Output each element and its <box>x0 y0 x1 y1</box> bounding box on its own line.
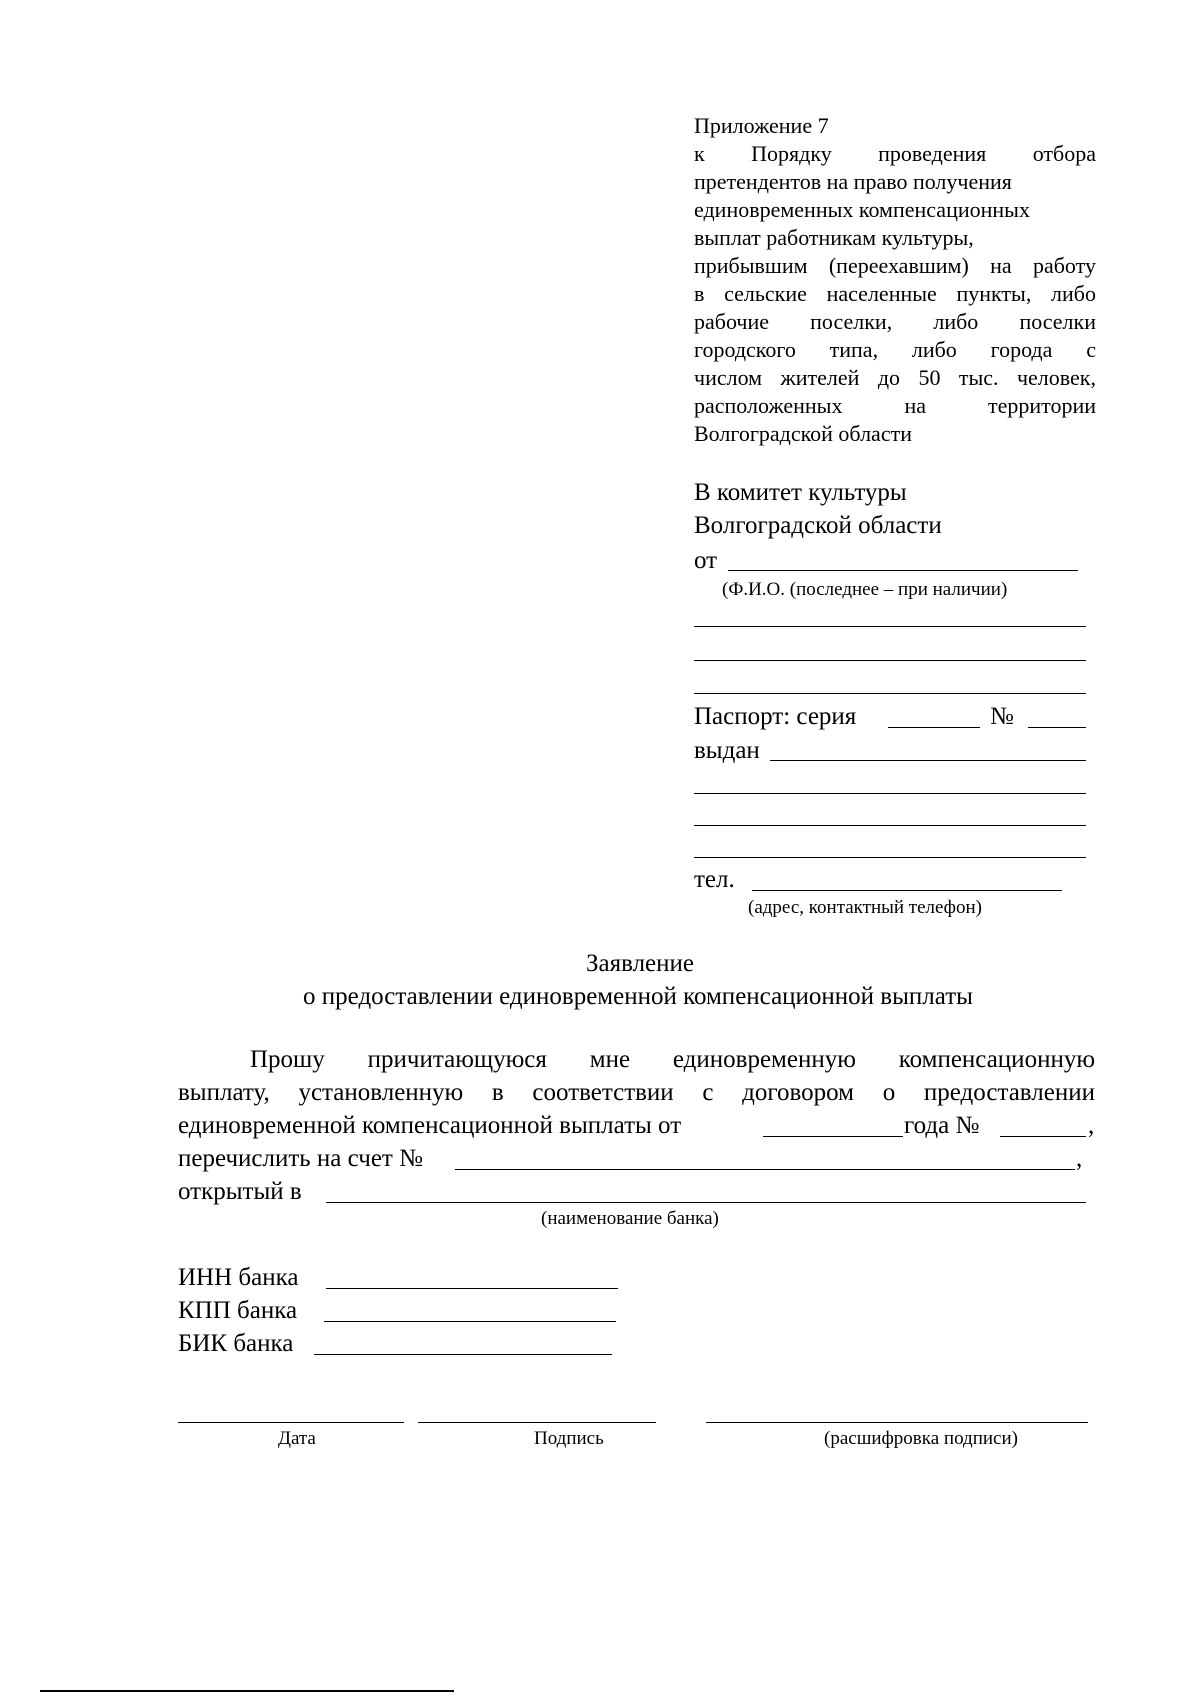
fio-field[interactable] <box>728 570 1078 571</box>
contact-caption: (адрес, контактный телефон) <box>748 897 982 918</box>
appendix-line-11: Волгоградской области <box>694 421 912 446</box>
signature-decode-field[interactable] <box>706 1422 1088 1423</box>
signature-caption: Подпись <box>534 1428 604 1449</box>
account-label: перечислить на счет № <box>178 1145 423 1172</box>
appendix-line-10: расположенных на территории <box>694 393 1096 418</box>
appendix-line-4: выплат работникам культуры, <box>694 225 974 250</box>
bik-label: БИК банка <box>178 1330 294 1357</box>
request-line-3-year: года № <box>904 1112 980 1139</box>
tel-field[interactable] <box>752 890 1062 891</box>
appendix-line-2: претендентов на право получения <box>694 169 1012 194</box>
signature-decode-caption: (расшифровка подписи) <box>824 1428 1018 1449</box>
document-title: Заявление <box>585 950 695 977</box>
kpp-label: КПП банка <box>178 1297 298 1324</box>
appendix-line-1: к Порядку проведения отбора <box>694 141 1096 166</box>
passport-line-4[interactable] <box>694 857 1086 858</box>
appendix-title: Приложение 7 <box>694 113 829 138</box>
addressee-line-2: Волгоградской области <box>694 512 942 539</box>
fio-caption: (Ф.И.О. (последнее – при наличии) <box>722 579 1008 600</box>
request-line-1: Прошу причитающуюся мне единовременную компенсационную <box>250 1046 1095 1073</box>
appendix-line-9: числом жителей до 50 тыс. человек, <box>694 365 1096 390</box>
addressee-line-1: В комитет культуры <box>694 479 907 506</box>
passport-line-3[interactable] <box>694 825 1086 826</box>
bank-name-field[interactable] <box>326 1202 1086 1203</box>
appendix-line-7: рабочие поселки, либо поселки <box>694 309 1096 334</box>
bik-field[interactable] <box>314 1354 612 1355</box>
contract-date-field[interactable] <box>763 1136 903 1137</box>
passport-number-label: № <box>990 703 1014 730</box>
appendix-line-5: прибывшим (переехавшим) на работу <box>694 253 1096 278</box>
request-line-2: выплату, установленную в соответствии с договором о предоставлении <box>178 1079 1095 1106</box>
appendix-line-8: городского типа, либо города с <box>694 337 1096 362</box>
kpp-field[interactable] <box>324 1321 616 1322</box>
fio-line-4[interactable] <box>694 693 1086 694</box>
bottom-edge-rule <box>40 1690 454 1692</box>
contract-number-field[interactable] <box>1000 1136 1086 1137</box>
passport-series-label: Паспорт: серия <box>694 703 857 730</box>
request-line-3-text: единовременной компенсационной выплаты от <box>178 1112 682 1139</box>
passport-series-field[interactable] <box>888 727 980 728</box>
fio-line-2[interactable] <box>694 626 1086 627</box>
appendix-line-6: в сельские населенные пункты, либо <box>694 281 1096 306</box>
tel-label: тел. <box>694 866 735 893</box>
passport-issued-label: выдан <box>694 737 760 764</box>
passport-number-field[interactable] <box>1028 727 1086 728</box>
inn-label: ИНН банка <box>178 1264 299 1291</box>
comma-2: , <box>1076 1145 1083 1172</box>
account-field[interactable] <box>455 1169 1075 1170</box>
fio-line-3[interactable] <box>694 660 1086 661</box>
document-subtitle: о предоставлении единовременной компенсационной выплаты <box>303 983 973 1010</box>
comma-1: , <box>1088 1112 1095 1139</box>
date-caption: Дата <box>278 1428 316 1449</box>
date-field[interactable] <box>178 1422 404 1423</box>
passport-line-2[interactable] <box>694 793 1086 794</box>
signature-field[interactable] <box>418 1422 656 1423</box>
bank-caption: (наименование банка) <box>541 1208 719 1229</box>
from-label: от <box>694 547 718 574</box>
appendix-line-3: единовременных компенсационных <box>694 197 1030 222</box>
bank-opened-label: открытый в <box>178 1178 302 1205</box>
passport-issued-field[interactable] <box>770 760 1086 761</box>
inn-field[interactable] <box>326 1288 618 1289</box>
